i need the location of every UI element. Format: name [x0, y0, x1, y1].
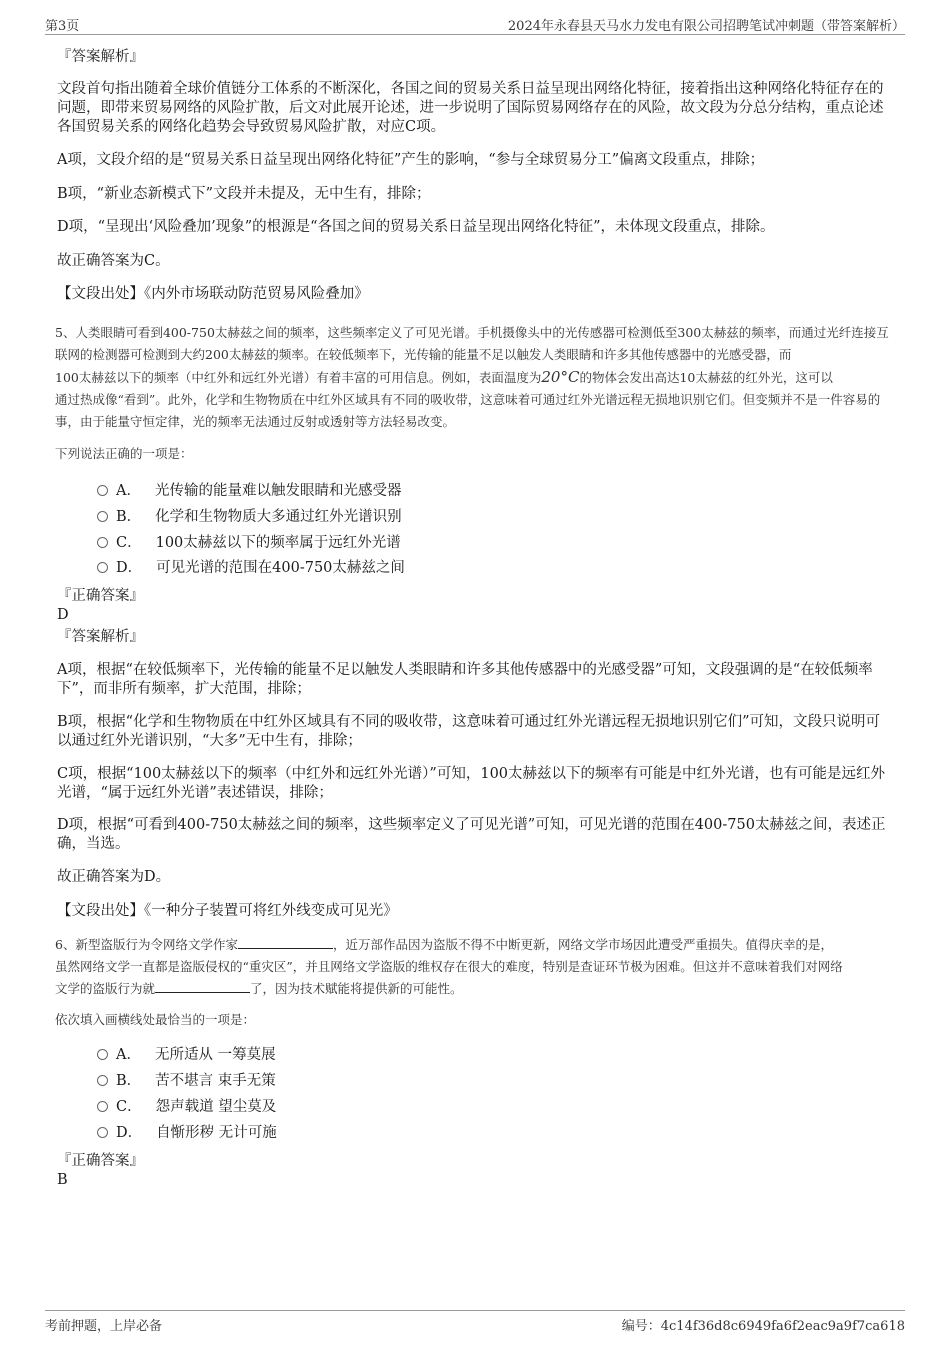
q6-option-b[interactable]: B． 苦不堪言 束手无策	[97, 1072, 276, 1091]
q6-option-c[interactable]: C． 怨声载道 望尘莫及	[97, 1098, 276, 1117]
q5-option-a[interactable]: A． 光传输的能量难以触发眼睛和光感受器	[97, 482, 401, 501]
footer-slogan: 考前押题，上岸必备	[45, 1319, 163, 1334]
question-5-prompt: 下列说法正确的一项是：	[55, 446, 193, 461]
temperature-formula: 20°C	[541, 368, 580, 386]
q5-option-b[interactable]: B． 化学和生物物质大多通过红外光谱识别	[97, 508, 402, 527]
correct-answer: B	[57, 1172, 68, 1188]
q6-option-a[interactable]: A． 无所适从 一筹莫展	[97, 1046, 276, 1065]
radio-icon[interactable]	[97, 1127, 108, 1138]
analysis-option-b: B项，根据“化学和生物物质在中红外区域具有不同的吸收带，这意味着可通过红外光谱远程无损地识别它们”可知，文段只说明可以通过红外光谱识别，“大多”无中生有，排除；	[57, 714, 880, 749]
page-header	[45, 12, 905, 35]
answer-conclusion: 故正确答案为C。	[57, 253, 170, 269]
passage-source: 【文段出处】《一种分子装置可将红外线变成可见光》	[57, 903, 398, 919]
page-footer	[45, 1310, 905, 1333]
q5-option-d[interactable]: D． 可见光谱的范围在400-750太赫兹之间	[97, 559, 405, 578]
correct-answer: D	[57, 607, 69, 623]
q6-option-d[interactable]: D． 自惭形秽 无计可施	[97, 1124, 277, 1143]
question-5-stem: 5、人类眼睛可看到400-750太赫兹之间的频率，这些频率定义了可见光谱。手机摄像头中的光传感器可检测低至300太赫兹的频率，而通过光纤连接互联网的检测器可检测到大约200太赫兹的频率。在较低频率下，光传输的能量不足以触发人类眼睛和许多其他传感器中的光感受器，而 100太赫兹以下的频率（中红外和远红外光谱）有着丰富的可用信息。例如，表面温度为20°C的物体会发出高达10太赫兹的红外光，这可以 通过热成像“看到”。此外，化学和生物物质在中红外区域具有不同的吸收带，这意味着可通过红外光谱远程无损地识别它们。但变频并不是一件容易的事，由于能量守恒定律，光的频率无法通过反射或透射等方法轻易改变。	[55, 325, 889, 429]
correct-answer-heading: 『正确答案』	[57, 1153, 144, 1169]
radio-icon[interactable]	[97, 511, 108, 522]
radio-icon[interactable]	[97, 1049, 108, 1060]
radio-icon[interactable]	[97, 1075, 108, 1086]
correct-answer-heading: 『正确答案』	[57, 588, 144, 604]
question-6-stem: 6、新型盗版行为令网络文学作家 ，近万部作品因为盗版不得不中断更新，网络文学市场因此遭受严重损失。值得庆幸的是， 虽然网络文学一直都是盗版侵权的“重灾区”，并且网络文学盗版的维权存在很大的难度，特别是查证环节极为困难。但这并不意味着我们对网络 文学的盗版行为就 了，因为技术赋能将提供新的可能性。	[55, 937, 843, 996]
answer-conclusion: 故正确答案为D。	[57, 869, 171, 885]
q5-option-c[interactable]: C． 100太赫兹以下的频率属于远红外光谱	[97, 534, 401, 553]
document-title: 2024年永春县天马水力发电有限公司招聘笔试冲刺题（带答案解析）	[507, 19, 905, 34]
analysis-option-d: D项，根据“可看到400-750太赫兹之间的频率，这些频率定义了可见光谱”可知，可见光谱的范围在400-750太赫兹之间，表述正确，当选。	[57, 817, 886, 852]
fill-blank-2	[155, 979, 250, 993]
analysis-heading: 『答案解析』	[57, 49, 144, 65]
analysis-option-d: D项，“呈现出‘风险叠加’现象”的根源是“各国之间的贸易关系日益呈现出网络化特征”，未体现文段重点，排除。	[57, 219, 775, 235]
fill-blank-1	[238, 935, 333, 949]
document-code: 编号：4c14f36d8c6949fa6f2eac9a9f7ca618	[621, 1319, 905, 1334]
analysis-paragraph: 文段首句指出随着全球价值链分工体系的不断深化，各国之间的贸易关系日益呈现出网络化特征，接着指出这种网络化特征存在的问题，即带来贸易网络的风险扩散，后文对此展开论述，进一步说明了国际贸易网络存在的风险，故文段为分总分结构，重点论述各国贸易关系的网络化趋势会导致贸易风险扩散，对应C项。	[57, 81, 884, 135]
analysis-option-b: B项，“新业态新模式下”文段并未提及，无中生有，排除；	[57, 186, 431, 202]
analysis-option-a: A项，根据“在较低频率下，光传输的能量不足以触发人类眼睛和许多其他传感器中的光感受器”可知，文段强调的是“在较低频率下”，而非所有频率，扩大范围，排除；	[57, 662, 873, 697]
analysis-heading: 『答案解析』	[57, 629, 144, 645]
analysis-option-a: A项，文段介绍的是“贸易关系日益呈现出网络化特征”产生的影响，“参与全球贸易分工”偏离文段重点，排除；	[57, 152, 765, 168]
radio-icon[interactable]	[97, 1101, 108, 1112]
passage-source: 【文段出处】《内外市场联动防范贸易风险叠加》	[57, 286, 369, 302]
analysis-option-c: C项，根据“100太赫兹以下的频率（中红外和远红外光谱）”可知，100太赫兹以下的频率有可能是中红外光谱，也有可能是远红外光谱，“属于远红外光谱”表述错误，排除；	[57, 766, 886, 801]
radio-icon[interactable]	[97, 562, 108, 573]
question-6-prompt: 依次填入画横线处最恰当的一项是：	[55, 1012, 256, 1027]
page-number: 第3页	[45, 19, 80, 34]
radio-icon[interactable]	[97, 485, 108, 496]
radio-icon[interactable]	[97, 537, 108, 548]
